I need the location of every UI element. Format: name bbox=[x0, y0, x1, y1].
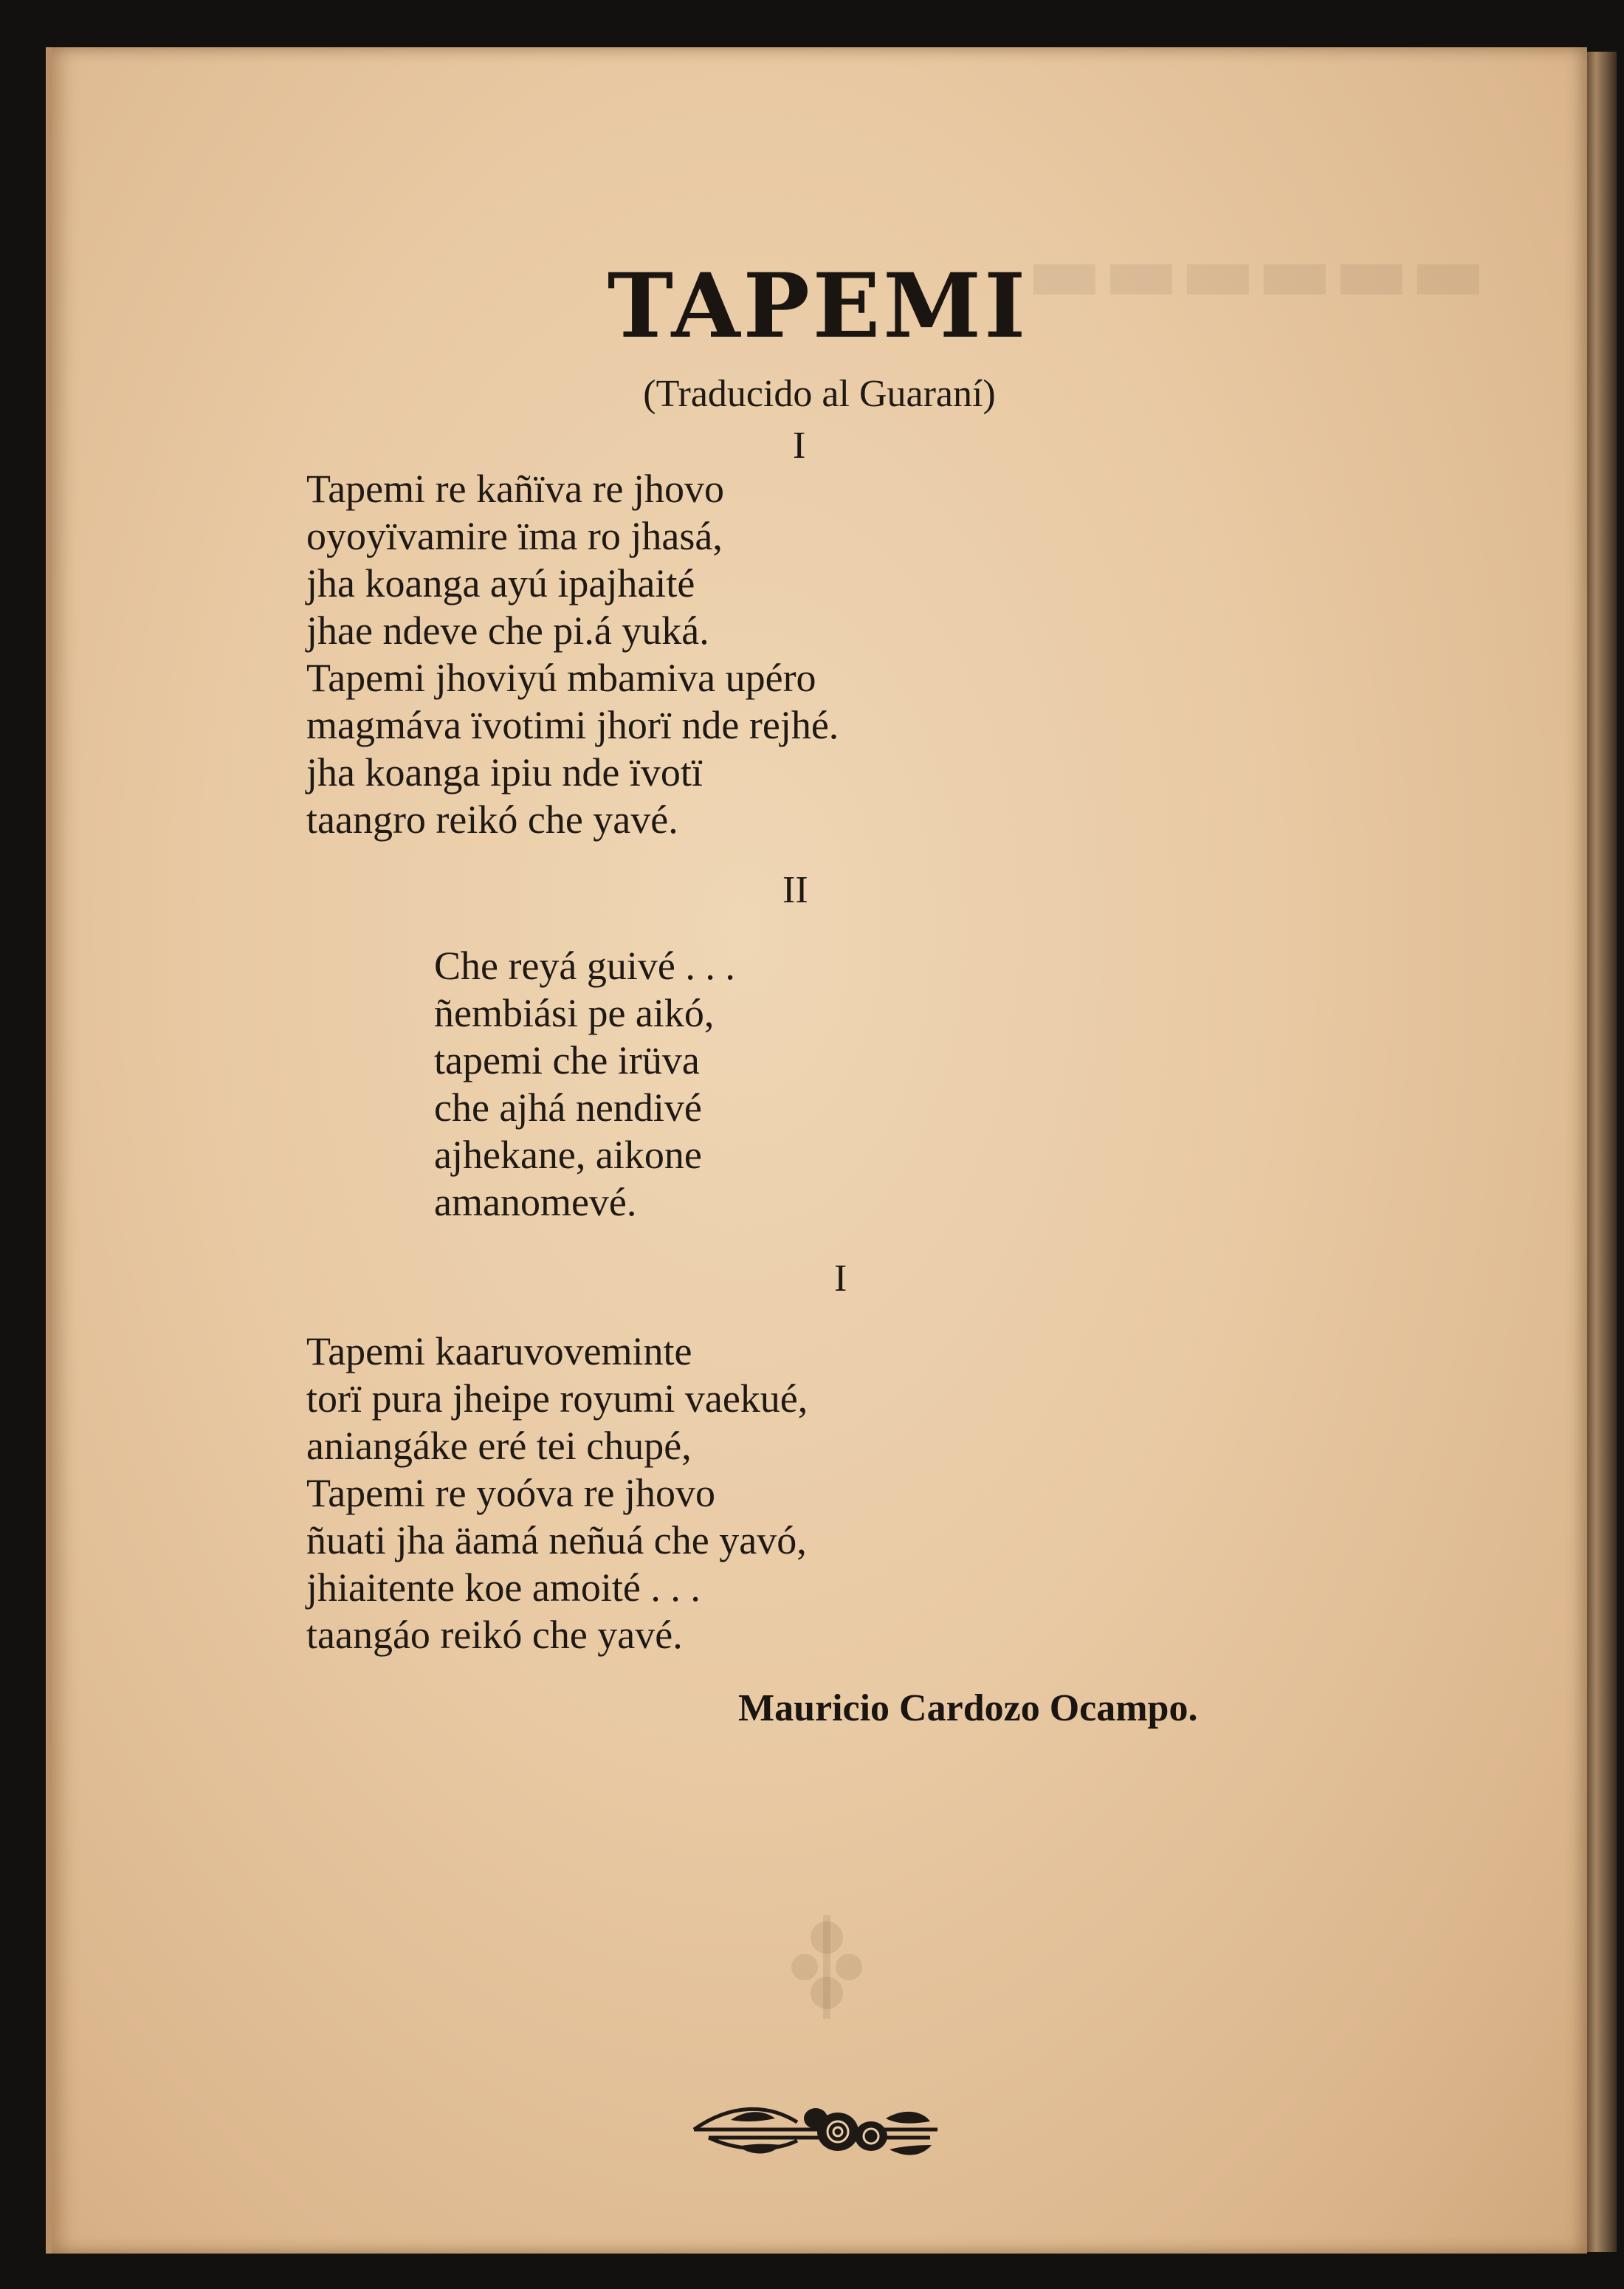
stanza-2 bbox=[434, 942, 735, 1226]
verse-line: ñembiási pe aikó, bbox=[434, 991, 715, 1035]
verse-line: jhae ndeve che pi.á yuká. bbox=[306, 608, 709, 653]
verse-line: aniangáke eré tei chupé, bbox=[306, 1424, 692, 1468]
poem-subtitle: (Traducido al Guaraní) bbox=[643, 373, 996, 415]
floral-ornament-icon bbox=[687, 2089, 952, 2170]
book-page bbox=[46, 47, 1587, 2254]
verse-line: ajhekane, aikone bbox=[434, 1133, 702, 1177]
verse-line: Tapemi jhoviyú mbamiva upéro bbox=[306, 656, 816, 700]
stanza-3 bbox=[306, 1328, 808, 1658]
verse-line: tapemi che irüva bbox=[434, 1038, 700, 1082]
verse-line: Tapemi re kañïva re jhovo bbox=[306, 467, 724, 511]
stanza-3-number: I bbox=[834, 1257, 847, 1300]
stanza-2-number: II bbox=[782, 869, 808, 911]
page-edge bbox=[1587, 52, 1617, 2252]
verse-line: che ajhá nendivé bbox=[434, 1085, 702, 1130]
verse-line: Che reyá guivé . . . bbox=[434, 944, 735, 988]
verse-line: jhiaitente koe amoité . . . bbox=[306, 1565, 701, 1610]
stanza-1-number: I bbox=[793, 425, 806, 467]
verse-line: jha koanga ipiu nde ïvotï bbox=[306, 750, 703, 795]
poem-author: Mauricio Cardozo Ocampo. bbox=[738, 1687, 1198, 1729]
poem-title: TAPEMI bbox=[607, 254, 1029, 358]
verse-line: magmáva ïvotimi jhorï nde rejhé. bbox=[306, 703, 839, 747]
verse-line: Tapemi re yoóva re jhovo bbox=[306, 1471, 716, 1515]
verse-line: amanomevé. bbox=[434, 1180, 637, 1224]
bleed-through-ornament bbox=[753, 1908, 901, 2026]
verse-line: Tapemi kaaruvoveminte bbox=[306, 1329, 692, 1373]
verse-line: torï pura jheipe royumi vaekué, bbox=[306, 1376, 808, 1421]
verse-line: jha koanga ayú ipajhaité bbox=[306, 561, 695, 605]
verse-line: oyoyïvamire ïma ro jhasá, bbox=[306, 514, 723, 558]
verse-line: taangro reikó che yavé. bbox=[306, 797, 678, 842]
bleed-through-title: ▬▬▬▬▬▬ bbox=[1026, 224, 1487, 320]
verse-line: ñuati jha äamá neñuá che yavó, bbox=[306, 1518, 807, 1562]
verse-line: taangáo reikó che yavé. bbox=[306, 1613, 683, 1657]
stanza-1 bbox=[306, 465, 839, 843]
